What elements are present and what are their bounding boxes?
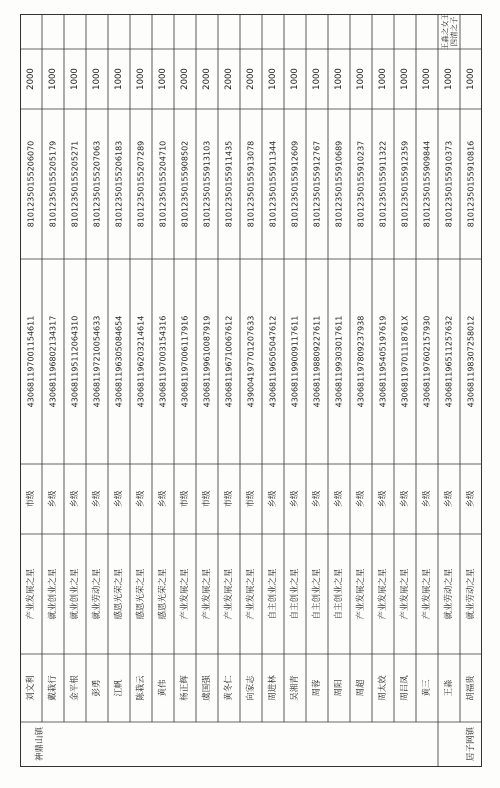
amount-cell: 1000 [378, 68, 388, 90]
star-cell: 产业发展之星 [180, 568, 190, 620]
id-cell: 430681197210054633 [92, 315, 102, 408]
table-sheet [20, 14, 482, 767]
star-cell: 产业发展之星 [202, 568, 212, 620]
account-cell: 81012350155910373 [444, 140, 454, 228]
id-cell: 430681198307258012 [466, 315, 476, 408]
level-cell: 乡级 [290, 490, 300, 508]
level-cell: 乡级 [48, 490, 58, 508]
id-cell: 430681196203214614 [136, 315, 146, 408]
level-cell: 市级 [224, 490, 234, 508]
account-cell: 81012350155207063 [92, 140, 102, 228]
id-cell: 430681197809237938 [356, 315, 366, 408]
star-cell: 感恩光荣之星 [114, 568, 124, 620]
account-cell: 81012350155912767 [312, 140, 322, 228]
name-cell: 黄三 [422, 679, 432, 697]
name-cell: 戴栽行 [48, 675, 58, 701]
level-cell: 乡级 [92, 490, 102, 508]
star-cell: 就业劳动之星 [466, 568, 476, 620]
account-cell: 81012350155206183 [114, 140, 124, 228]
amount-cell: 1000 [290, 68, 300, 90]
id-cell: 430681196710067612 [224, 315, 234, 408]
account-cell: 81012350155912609 [290, 140, 300, 228]
account-cell: 81012350155205271 [70, 140, 80, 228]
remark-cell: 四清之子 [449, 16, 459, 47]
name-cell: 金平根 [70, 675, 80, 701]
star-cell: 自主创业之星 [334, 568, 344, 620]
id-cell: 430681197001154611 [26, 315, 36, 408]
name-cell: 周超 [356, 679, 366, 697]
account-cell: 81012350155913078 [246, 140, 256, 228]
name-cell: 周进林 [268, 675, 278, 701]
name-cell: 吴湘青 [290, 675, 300, 701]
star-cell: 自主创业之星 [312, 568, 322, 620]
id-cell: 430681199009117611 [290, 315, 300, 408]
level-cell: 市级 [202, 490, 212, 508]
town-cell: 神鼎山镇 [35, 726, 45, 762]
amount-cell: 1000 [312, 68, 322, 90]
level-cell: 市级 [26, 490, 36, 508]
level-cell: 乡级 [422, 490, 432, 508]
level-cell: 乡级 [400, 490, 410, 508]
amount-cell: 1000 [422, 68, 432, 90]
level-cell: 市级 [246, 490, 256, 508]
star-cell: 产业发展之星 [356, 568, 366, 620]
id-cell: 430681197006117916 [180, 315, 190, 408]
star-cell: 感恩光荣之星 [136, 568, 146, 620]
id-cell: 430681198809227611 [312, 315, 322, 408]
name-cell: 向家志 [246, 675, 256, 701]
name-cell: 杨正辉 [180, 675, 190, 701]
level-cell: 乡级 [334, 490, 344, 508]
name-cell: 黄冬仁 [224, 675, 234, 701]
account-cell: 81012350155910689 [334, 140, 344, 228]
amount-cell: 1000 [466, 68, 476, 90]
id-cell: 430681195405197619 [378, 315, 388, 408]
amount-cell: 1000 [48, 68, 58, 90]
name-cell: 彭勇 [92, 679, 102, 697]
level-cell: 乡级 [114, 490, 124, 508]
account-cell: 81012350155911435 [224, 140, 234, 228]
town-cell: 居子网镇 [466, 726, 476, 762]
star-cell: 就业劳动之星 [444, 568, 454, 620]
amount-cell: 1000 [334, 68, 344, 90]
amount-cell: 2000 [246, 68, 256, 90]
name-cell: 胡福贵 [466, 675, 476, 701]
account-cell: 81012350155912359 [400, 140, 410, 228]
id-cell: 430681199303017611 [334, 315, 344, 408]
star-cell: 产业发展之星 [400, 568, 410, 620]
star-cell: 就业创业之星 [70, 568, 80, 620]
star-cell: 自主创业之星 [290, 568, 300, 620]
amount-cell: 2000 [26, 68, 36, 90]
star-cell: 产业发展之星 [246, 568, 256, 620]
account-cell: 81012350155909844 [422, 140, 432, 228]
level-cell: 乡级 [356, 490, 366, 508]
level-cell: 乡级 [268, 490, 278, 508]
id-cell: 439004197701207633 [246, 315, 256, 408]
account-cell: 81012350155911322 [378, 140, 388, 228]
level-cell: 乡级 [312, 490, 322, 508]
star-cell: 产业发展之星 [422, 568, 432, 620]
name-cell: 黄伟 [158, 679, 168, 697]
amount-cell: 1000 [444, 68, 454, 90]
name-cell: 陈栽云 [136, 675, 146, 701]
star-cell: 产业发展之星 [26, 568, 36, 620]
award-table [20, 14, 482, 767]
account-cell: 81012350155910816 [466, 140, 476, 228]
amount-cell: 1000 [268, 68, 278, 90]
id-cell: 430681197003154316 [158, 315, 168, 408]
id-cell: 430681196802134317 [48, 315, 58, 408]
account-cell: 81012350155908502 [180, 140, 190, 228]
amount-cell: 2000 [180, 68, 190, 90]
account-cell: 81012350155913103 [202, 140, 212, 228]
star-cell: 就业劳动之星 [92, 568, 102, 620]
account-cell: 81012350155911344 [268, 140, 278, 228]
name-cell: 周吕凤 [400, 675, 410, 701]
star-cell: 自主创业之星 [268, 568, 278, 620]
id-cell: 430681197602157930 [422, 315, 432, 408]
id-cell: 43068119701118761X [400, 315, 410, 408]
amount-cell: 1000 [114, 68, 124, 90]
level-cell: 乡级 [378, 490, 388, 508]
id-cell: 430681196511257632 [444, 315, 454, 408]
name-cell: 王淼 [444, 679, 454, 697]
amount-cell: 2000 [202, 68, 212, 90]
id-cell: 430681196305084654 [114, 315, 124, 408]
name-cell: 虞国强 [202, 675, 212, 701]
level-cell: 乡级 [70, 490, 80, 508]
level-cell: 乡级 [466, 490, 476, 508]
account-cell: 81012350155910237 [356, 140, 366, 228]
amount-cell: 1000 [136, 68, 146, 90]
star-cell: 感恩光荣之星 [158, 568, 168, 620]
star-cell: 产业发展之星 [224, 568, 234, 620]
remark-cell: 王淼之女王 [440, 14, 450, 51]
star-cell: 产业发展之星 [378, 568, 388, 620]
name-cell: 周阳 [334, 679, 344, 697]
id-cell: 430681195112064310 [70, 315, 80, 408]
name-cell: 周太姣 [378, 675, 388, 701]
account-cell: 81012350155207289 [136, 140, 146, 228]
amount-cell: 1000 [92, 68, 102, 90]
amount-cell: 1000 [70, 68, 80, 90]
level-cell: 乡级 [136, 490, 146, 508]
name-cell: 周蓉 [312, 679, 322, 697]
name-cell: 刘文利 [26, 675, 36, 701]
amount-cell: 1000 [400, 68, 410, 90]
id-cell: 430681199610087919 [202, 315, 212, 408]
level-cell: 乡级 [158, 490, 168, 508]
id-cell: 430681196505047612 [268, 315, 278, 408]
account-cell: 81012350155206070 [26, 140, 36, 228]
star-cell: 就业创业之星 [48, 568, 58, 620]
name-cell: 江帆 [114, 679, 124, 697]
account-cell: 81012350155205179 [48, 140, 58, 228]
level-cell: 市级 [180, 490, 190, 508]
amount-cell: 1000 [158, 68, 168, 90]
account-cell: 81012350155204710 [158, 140, 168, 228]
level-cell: 乡级 [444, 490, 454, 508]
amount-cell: 2000 [224, 68, 234, 90]
amount-cell: 1000 [356, 68, 366, 90]
